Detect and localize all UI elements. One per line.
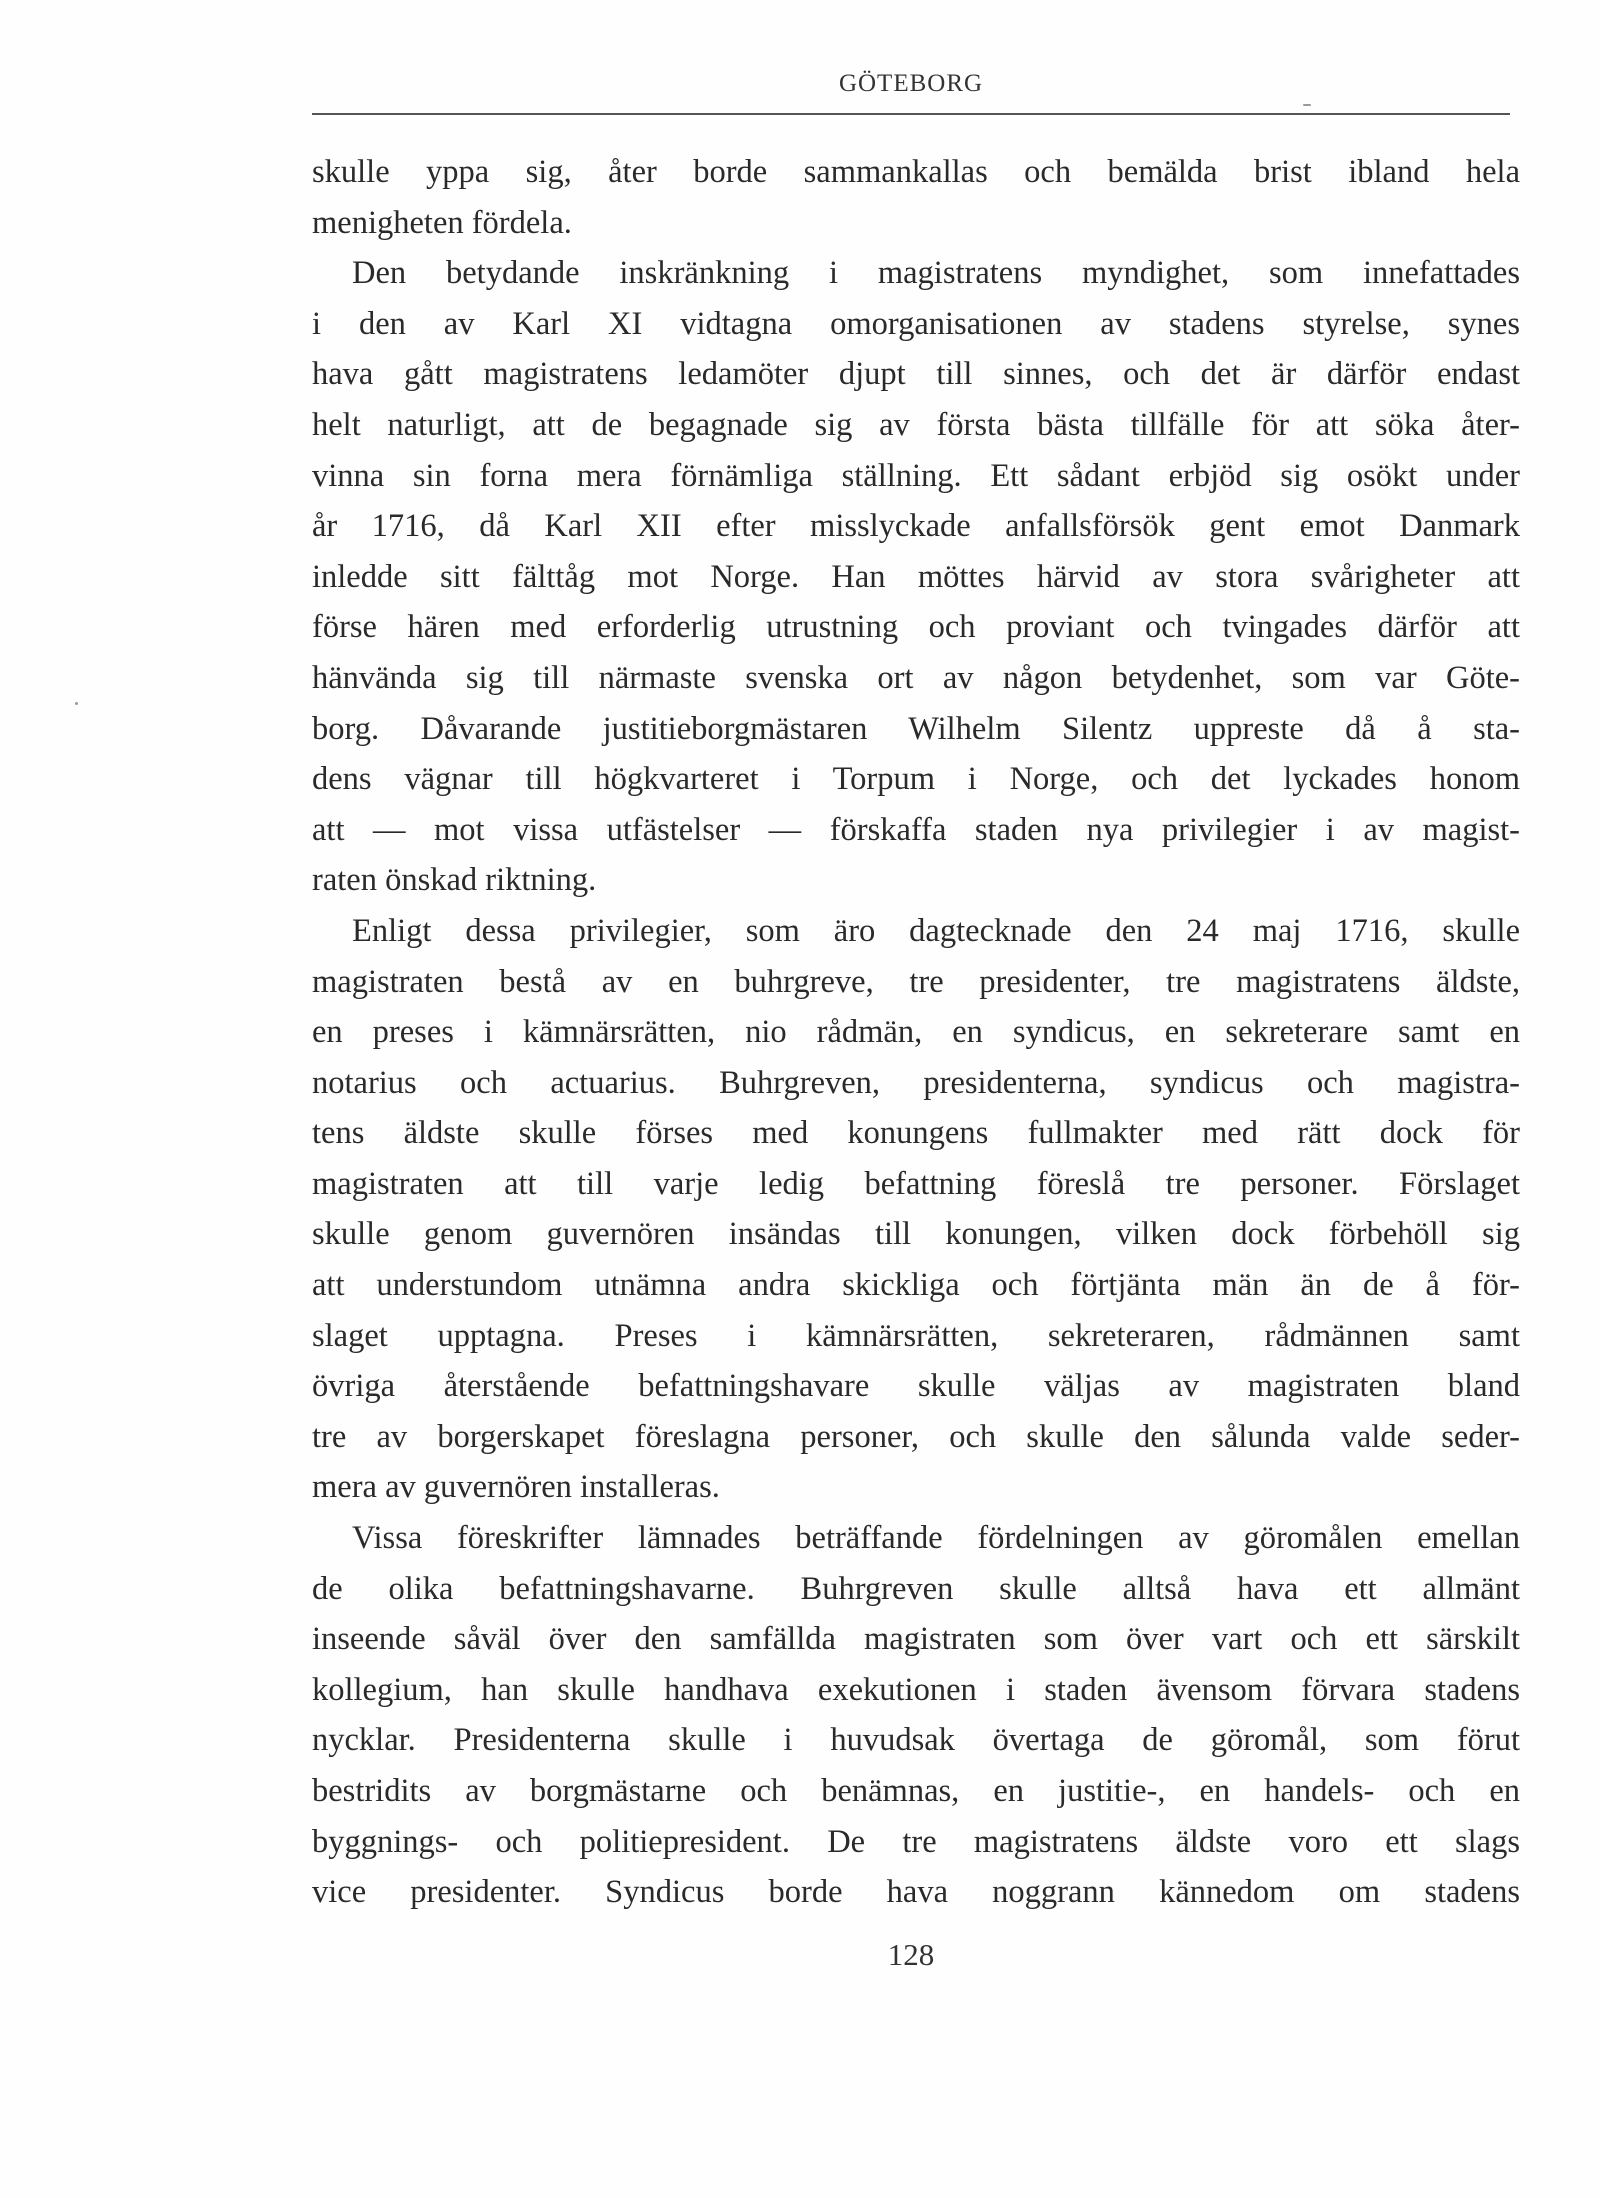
text-line: en preses i kämnärsrätten, nio rådmän, en syndicus, en sekreterare samt en — [312, 1014, 1520, 1051]
text-line: tens äldste skulle förses med konungens fullmakter med rätt dock för — [312, 1115, 1520, 1152]
text-line: notarius och actuarius. Buhrgreven, presidenterna, syndicus och magistra- — [312, 1064, 1520, 1101]
text-line: skulle yppa sig, åter borde sammankallas och bemälda brist ibland hela — [312, 154, 1520, 190]
text-line: nycklar. Presidenterna skulle i huvudsak övertaga de göromål, som förut — [312, 1722, 1520, 1759]
paragraph-first-line: Enligt dessa privilegier, som äro dagtecknade den 24 maj 1716, skulle — [352, 912, 1520, 949]
page-number: 128 — [887, 1937, 935, 1972]
text-line: tre av borgerskapet föreslagna personer, och skulle den sålunda valde seder- — [312, 1418, 1520, 1455]
text-line: mera av guvernören installeras. — [312, 1469, 720, 1506]
text-line: år 1716, då Karl XII efter misslyckade anfallsförsök gent emot Danmark — [312, 508, 1520, 545]
header-rule — [312, 113, 1510, 115]
text-line: förse hären med erforderlig utrustning och proviant och tvingades därför att — [312, 609, 1520, 646]
text-line: helt naturligt, att de begagnade sig av första bästa tillfälle för att söka åter- — [312, 406, 1520, 443]
text-line: vinna sin forna mera förnämliga ställning. Ett sådant erbjöd sig osökt under — [312, 457, 1520, 494]
text-line: inseende såväl över den samfällda magistraten som över vart och ett särskilt — [312, 1621, 1520, 1658]
text-line: borg. Dåvarande justitieborgmästaren Wilhelm Silentz uppreste då å sta- — [312, 710, 1520, 747]
text-line: att — mot vissa utfästelser — förskaffa staden nya privilegier i av magist- — [312, 811, 1520, 848]
text-line: hava gått magistratens ledamöter djupt till sinnes, och det är därför endast — [312, 356, 1520, 393]
text-line: vice presidenter. Syndicus borde hava noggrann kännedom om stadens — [312, 1874, 1520, 1911]
text-line: magistraten bestå av en buhrgreve, tre presidenter, tre magistratens äldste, — [312, 963, 1520, 1000]
paragraph-first-line: Vissa föreskrifter lämnades beträffande fördelningen av göromålen emellan — [352, 1520, 1520, 1557]
text-line: magistraten att till varje ledig befattning föreslå tre personer. Förslaget — [312, 1165, 1520, 1202]
paragraph-first-line: Den betydande inskränkning i magistratens myndighet, som innefattades — [352, 255, 1520, 292]
body-text — [312, 147, 1520, 1918]
text-line: i den av Karl XI vidtagna omorganisationen av stadens styrelse, synes — [312, 305, 1520, 342]
text-line: slaget upptagna. Preses i kämnärsrätten, sekreteraren, rådmännen samt — [312, 1317, 1520, 1354]
text-line: övriga återstående befattningshavare skulle väljas av magistraten bland — [312, 1368, 1520, 1405]
running-title: GÖTEBORG — [838, 70, 984, 97]
text-line: byggnings- och politiepresident. De tre magistratens äldste voro ett slags — [312, 1823, 1520, 1860]
text-line: hänvända sig till närmaste svenska ort av någon betydenhet, som var Göte- — [312, 659, 1520, 696]
scan-speck — [75, 702, 78, 705]
text-line: menigheten fördela. — [312, 204, 572, 241]
text-line: skulle genom guvernören insändas till konungen, vilken dock förbehöll sig — [312, 1216, 1520, 1253]
scan-speck — [1303, 104, 1311, 106]
text-line: de olika befattningshavarne. Buhrgreven skulle alltså hava ett allmänt — [312, 1570, 1520, 1607]
text-line: dens vägnar till högkvarteret i Torpum i Norge, och det lyckades honom — [312, 761, 1520, 798]
text-line: att understundom utnämna andra skickliga och förtjänta män än de å för- — [312, 1267, 1520, 1304]
text-line: inledde sitt fälttåg mot Norge. Han möttes härvid av stora svårigheter att — [312, 558, 1520, 595]
text-line: kollegium, han skulle handhava exekutionen i staden ävensom förvara stadens — [312, 1671, 1520, 1708]
text-line: bestridits av borgmästarne och benämnas, en justitie-, en handels- och en — [312, 1773, 1520, 1809]
text-line: raten önskad riktning. — [312, 862, 597, 899]
